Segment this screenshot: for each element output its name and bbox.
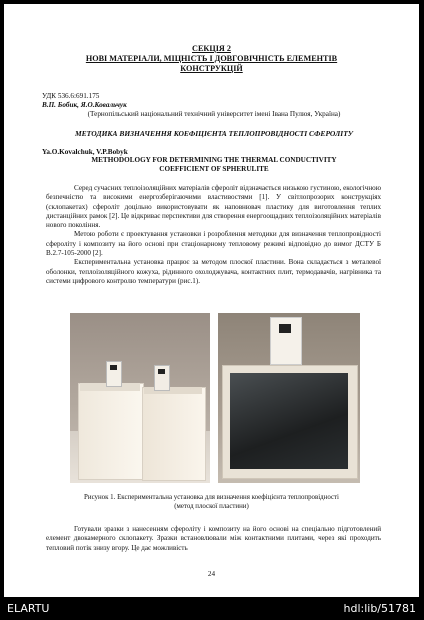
title-ua: МЕТОДИКА ВИЗНАЧЕННЯ КОЕФІЦІЄНТА ТЕПЛОПРОВІДНОСТІ СФЕРОЛІТУ: [74, 129, 354, 138]
paper-page: [4, 4, 419, 597]
footer-handle-link[interactable]: hdl:lib/51781: [343, 602, 416, 615]
page-number: 24: [207, 570, 216, 578]
title-en: [44, 156, 384, 174]
section-title-line1: НОВІ МАТЕРІАЛИ, МІЦНІСТЬ І ДОВГОВІЧНІСТЬ ЕЛЕМЕНТІВ: [85, 54, 338, 63]
glass-sample: [230, 373, 348, 469]
unit-left-controller: [106, 361, 122, 387]
photo-open-unit: [218, 313, 360, 483]
authors-ua: В.П. Бобик, Я.О.Ковальчук: [42, 101, 127, 109]
udc-code: УДК 536.6:691.175: [42, 92, 100, 100]
figure-caption-line2: (метод плоскої пластини): [174, 502, 249, 510]
unit-right-housing: [142, 387, 206, 481]
unit-right-controller: [154, 365, 170, 391]
figure-caption: [24, 494, 399, 511]
footer-left-label: ELARTU: [7, 602, 50, 615]
figure-caption-line1: Рисунок 1. Експериментальна установка для визначення коефіцієнта теплопровідності: [84, 494, 339, 501]
unit-left-housing: [78, 383, 144, 480]
photo-two-units: [70, 313, 210, 483]
authors-en: Ya.O.Kovalchuk, V.P.Bobyk: [42, 148, 128, 156]
section-title-line2: КОНСТРУКЦІЙ: [180, 64, 243, 73]
bottom-paragraph: [46, 525, 381, 553]
intro-paragraphs: [46, 184, 381, 286]
section-number: СЕКЦІЯ 2: [192, 44, 231, 53]
section-heading: [4, 44, 419, 74]
title-en-line2: COEFFICIENT OF SPHERULITE: [159, 165, 269, 174]
controller-box: [270, 317, 302, 365]
footer-bar: [0, 598, 424, 620]
paragraph: Експериментальна установка працює за методом плоскої пластини. Вона складається з металевої оболонки, теплоізоляційного кожуха, рідинного охолоджувача, контактних плит, термодавачів, нагрівника та системи цифрового контролю температури (рис.1).: [46, 258, 381, 285]
paragraph: Метою роботи є проектування установки і розроблення методики для визначення теплопровідності сферолiту і композиту на його основі при стаціонарному тепловому режимі відповідно до вимог ДСТУ Б В.2.7-105-2000 [2].: [46, 230, 381, 258]
affiliation: (Тернопільський національний технічний університет імені Івана Пулюя, Україна): [87, 110, 341, 118]
paragraph: Готували зразки з нанесенням сферолiту і композиту на його основі на спеціально підготовлений елемент двокамерного склопакету. Зразки встановлювали між контактними плитами, через які проходить тепловий потік знизу вгору. Це дає можливість: [46, 525, 381, 552]
paragraph: Серед сучасних теплоізоляційних матеріалів сферолiт відзначається низькою густиною, екологічною безпечністю та високими енергозберігаючими властивостями [1]. У світлопрозорих конструкціях (склопакетах) сферолiт доцільно використовувати як наповнювач пластику для виготовлення теплих дистанційних рамок [2]. Це відкриває перспективи для створення енергоощадних теплоізоляційних матеріалів нового покоління.: [46, 184, 381, 230]
title-en-line1: METHODOLOGY FOR DETERMINING THE THERMAL CONDUCTIVITY: [91, 156, 337, 164]
